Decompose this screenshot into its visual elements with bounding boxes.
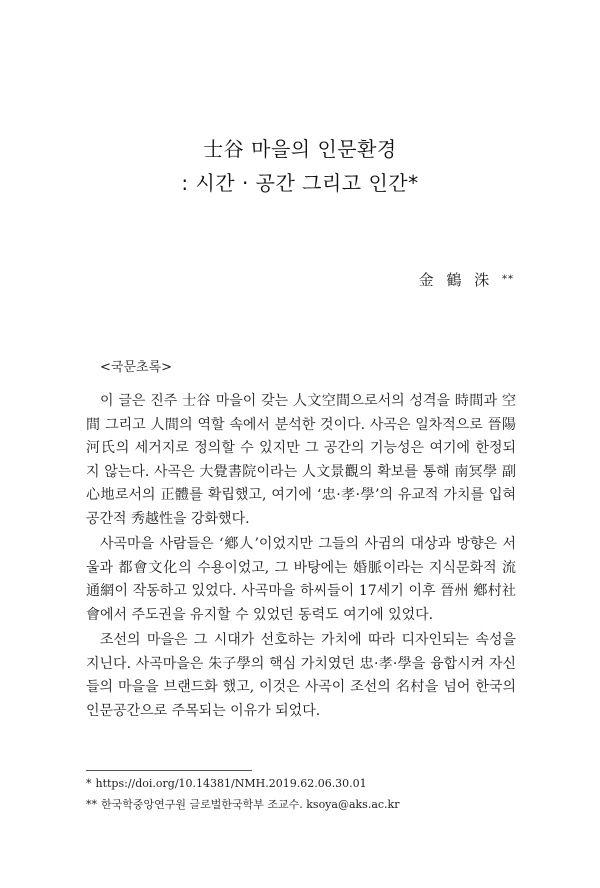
footnote-text: https://doi.org/10.14381/NMH.2019.62.06.30.01 [95,777,367,790]
footnote-doi [86,777,367,790]
abstract-body [86,390,516,725]
footnote-mark: ** [86,798,97,811]
author-footnote-mark: ** [502,274,514,285]
footnote-text: 한국학중앙연구원 글로벌한국학부 조교수. ksoya@aks.ac.kr [101,798,400,811]
abstract-paragraph: 사곡마을 사람들은 ‘鄕人’이었지만 그들의 사귐의 대상과 방향은 서울과 都會文化의 수용이었고, 그 바탕에는 婚脈이라는 지식문화적 流通網이 작동하고 있었다. 사곡마을 하씨들이 17세기 이후 晉州 鄕村社會에서 주도권을 유지할 수 있었던 동력도 여기에 있었다. [86,536,516,623]
abstract-paragraph: 조선의 마을은 그 시대가 선호하는 가치에 따라 디자인되는 속성을 지닌다. 사곡마을은 朱子學의 핵심 가치였던 忠·孝·學을 융합시켜 자신들의 마을을 브랜드화 했고, 이것은 사곡이 조선의 名村을 넘어 한국의 인문공간으로 주목되는 이유가 되었다. [86,632,516,719]
author-name: 金 鶴 洙 [418,271,494,289]
abstract-paragraph: 이 글은 진주 士谷 마을이 갖는 人文空間으로서의 성격을 時間과 空間 그리고 人間의 역할 속에서 분석한 것이다. 사곡은 일차적으로 晉陽河氏의 세거지로 정의할 수 있지만 그 공간의 기능성은 여기에 한정되지 않는다. 사곡은 大覺書院이라는 人文景觀의 확보를 통해 南冥學 副心地로서의 正體를 확립했고, 여기에 ‘忠·孝·學’의 유교적 가치를 입혀 공간적 秀越性을 강화했다. [86,393,516,527]
footnote-divider [86,770,252,771]
footnote-affiliation [86,796,399,812]
paper-title-line-2: : 시간 · 공간 그리고 인간* [181,171,419,195]
footnote-mark: * [86,777,92,790]
abstract-label: <국문초록> [100,360,173,375]
paper-title-line-1: 士谷 마을의 인문환경 [203,137,397,161]
author-line [419,269,514,290]
